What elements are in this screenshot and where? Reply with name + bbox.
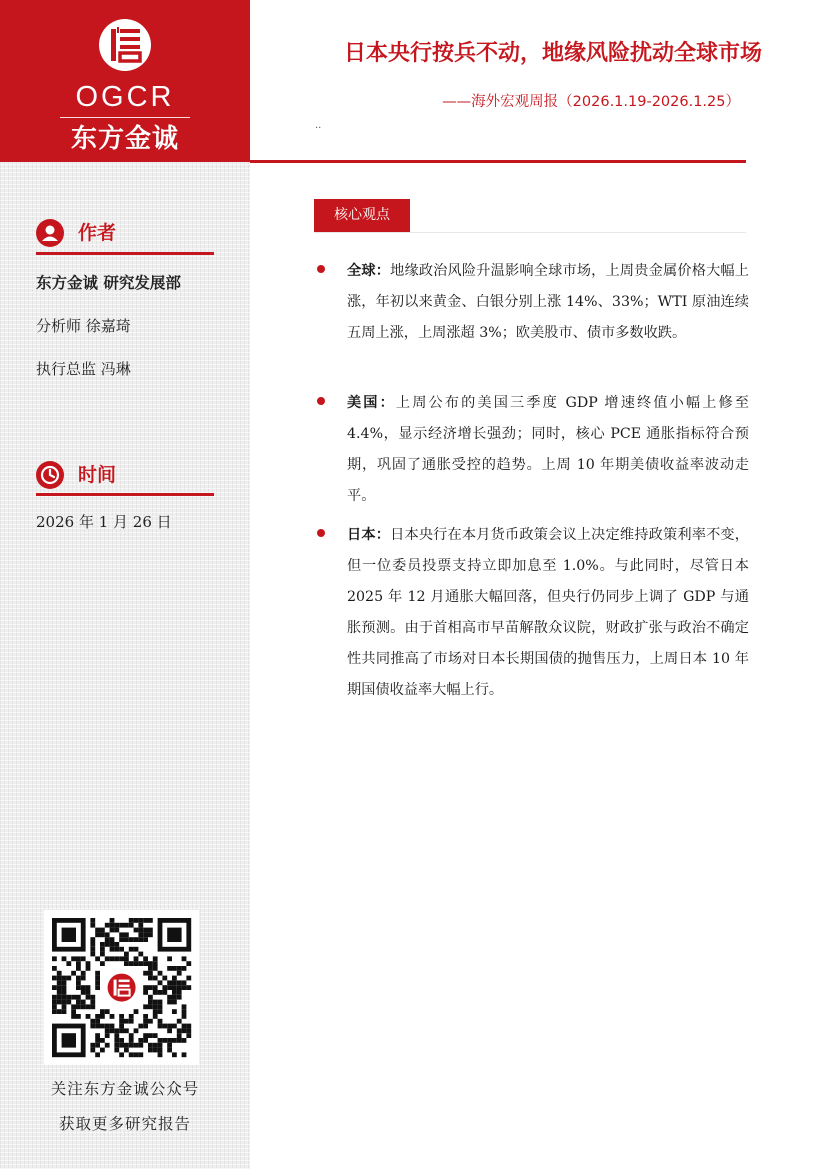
bullet-icon — [317, 529, 325, 537]
brand-logo — [0, 0, 250, 162]
clock-icon — [36, 461, 64, 489]
bullet-icon — [317, 397, 325, 405]
core-point-text — [347, 388, 749, 512]
core-point-us — [317, 388, 749, 512]
report-title: 日本央行按兵不动，地缘风险扰动全球市场 — [343, 41, 762, 66]
qr-caption-reports: 获取更多研究报告 — [58, 1115, 191, 1133]
person-icon — [36, 219, 64, 247]
core-point-text — [347, 520, 749, 706]
qr-code — [44, 910, 199, 1065]
core-point-body: 地缘政治风险升温影响全球市场，上周贵金属价格大幅上涨，年初以来黄金、白银分别上涨 14%、33%；WTI 原油连续五周上涨，上周涨超 3%；欧美股市、债市多数收跌。 — [347, 263, 749, 341]
stray-mark: .. — [315, 120, 322, 131]
core-point-body: 日本央行在本月货币政策会议上决定维持政策利率不变，但一位委员投票支持立即加息至 1.0%。与此同时，尽管日本 2025 年 12 月通胀大幅回落，但央行仍同步上调了 GDP 与通胀预测。由于首相高市早苗解散众议院，财政扩张与政治不确定性共同推高了市场对日本长期国债的抛售压力，上周日本 10 年期国债收益率大幅上行。 — [347, 527, 749, 698]
qr-code-image — [44, 910, 199, 1065]
core-point-text — [347, 256, 749, 349]
core-point-label: 美国： — [347, 395, 396, 411]
author-analyst: 分析师 徐嘉琦 — [36, 317, 131, 335]
sidebar — [0, 0, 250, 1169]
core-views-tag: 核心观点 — [314, 199, 410, 232]
header-rule — [250, 160, 746, 163]
brand-name: 东方金诚 — [70, 124, 179, 154]
core-point-label: 全球： — [347, 263, 391, 279]
time-section-rule — [36, 493, 214, 496]
author-section-label: 作者 — [78, 222, 117, 244]
core-point-japan — [317, 520, 749, 706]
core-point-body: 上周公布的美国三季度 GDP 增速终值小幅上修至 4.4%，显示经济增长强劲；同时，核心 PCE 通胀指标符合预期，巩固了通胀受控的趋势。上周 10 年期美债收益率波动走平。 — [347, 395, 749, 504]
brand-latin: OGCR — [75, 81, 175, 113]
author-department: 东方金诚 研究发展部 — [36, 274, 181, 292]
time-section-label: 时间 — [78, 464, 117, 486]
report-subtitle: ——海外宏观周报（2026.1.19-2026.1.25） — [442, 94, 740, 110]
bullet-icon — [317, 265, 325, 273]
core-point-global — [317, 256, 749, 349]
core-point-label: 日本： — [347, 527, 391, 543]
author-director: 执行总监 冯琳 — [36, 360, 131, 378]
core-views-rule — [314, 232, 746, 233]
ogcr-logo-icon — [97, 17, 153, 73]
report-date: 2026 年 1 月 26 日 — [36, 513, 172, 531]
qr-caption-follow: 关注东方金诚公众号 — [50, 1080, 200, 1098]
author-section-rule — [36, 252, 214, 255]
